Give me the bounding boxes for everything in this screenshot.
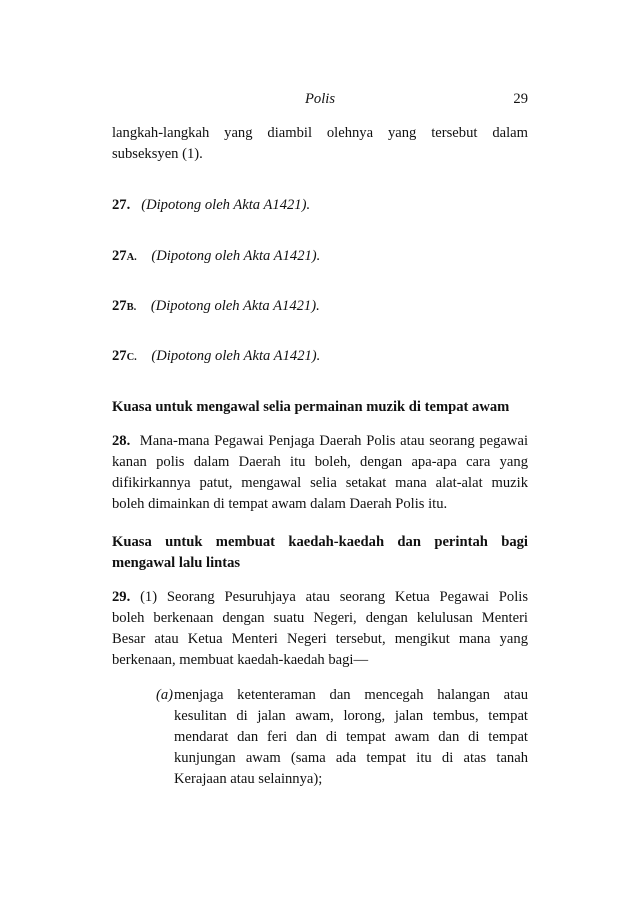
page-number: 29 (513, 91, 528, 107)
section-28-heading: Kuasa untuk mengawal selia permainan muzik di tempat awam (112, 399, 510, 415)
section-suffix: C. (126, 352, 137, 363)
section-number: 27 (112, 298, 127, 314)
section-text: (1) Seorang Pesuruhjaya atau seorang Ketua Pegawai Polis (140, 589, 528, 605)
item-a-line-4: kunjungan awam (sama ada tempat itu di atas tanah (174, 750, 528, 766)
section-text: (Dipotong oleh Akta A1421). (141, 197, 311, 213)
section-number: 27 (112, 348, 127, 364)
section-text: Mana-mana Pegawai Penjaga Daerah Polis atau seorang pegawai (139, 433, 529, 449)
section-28-line-1 (112, 431, 528, 452)
section-27 (112, 195, 528, 216)
section-number: 28. (112, 433, 131, 449)
section-27c (112, 346, 528, 368)
section-28-line-4: boleh dimainkan di tempat awam dalam Daerah Polis itu. (112, 496, 448, 512)
item-label: (a) (156, 687, 174, 703)
item-a-line-3: mendarat dan feri dan di tempat awam dan di tempat (174, 729, 528, 745)
running-header (112, 89, 528, 110)
section-text: (Dipotong oleh Akta A1421). (151, 248, 321, 264)
paragraph-item-a (156, 685, 528, 795)
section-number: 27 (112, 248, 127, 264)
section-29-line-1 (112, 587, 528, 608)
section-29-line-2: boleh berkenaan dengan suatu Negeri, dengan kelulusan Menteri (112, 610, 528, 626)
section-suffix: B. (126, 302, 137, 313)
continuation-line-1: langkah-langkah yang diambil olehnya yang tersebut dalam (112, 125, 528, 141)
section-text: (Dipotong oleh Akta A1421). (150, 298, 320, 314)
continuation-line-2: subseksyen (1). (112, 146, 203, 162)
item-a-line-1: menjaga ketenteraman dan mencegah halangan atau (174, 687, 528, 703)
header-title: Polis (305, 91, 335, 107)
section-27b (112, 296, 528, 318)
section-29-line-3: Besar atau Ketua Menteri Negeri tersebut, mengikut mana yang (112, 631, 528, 647)
section-29-line-4: berkenaan, membuat kaedah-kaedah bagi— (112, 652, 369, 668)
section-28-line-2: kanan polis dalam Daerah itu boleh, dengan apa-apa cara yang (112, 454, 528, 470)
section-number: 29. (112, 589, 131, 605)
item-a-line-2: kesulitan di jalan awam, lorong, jalan tembus, tempat (174, 708, 528, 724)
section-text: (Dipotong oleh Akta A1421). (151, 348, 321, 364)
section-29-heading-line-1: Kuasa untuk membuat kaedah-kaedah dan perintah bagi (112, 534, 528, 550)
section-29-heading-line-2: mengawal lalu lintas (112, 555, 241, 571)
document-page (112, 0, 528, 901)
section-number: 27. (112, 197, 131, 213)
section-28-line-3: difikirkannya patut, mengawal selia setakat mana alat-alat muzik (112, 475, 528, 491)
section-27a (112, 246, 528, 268)
section-suffix: A. (126, 252, 137, 263)
item-a-line-5: Kerajaan atau selainnya); (174, 771, 323, 787)
